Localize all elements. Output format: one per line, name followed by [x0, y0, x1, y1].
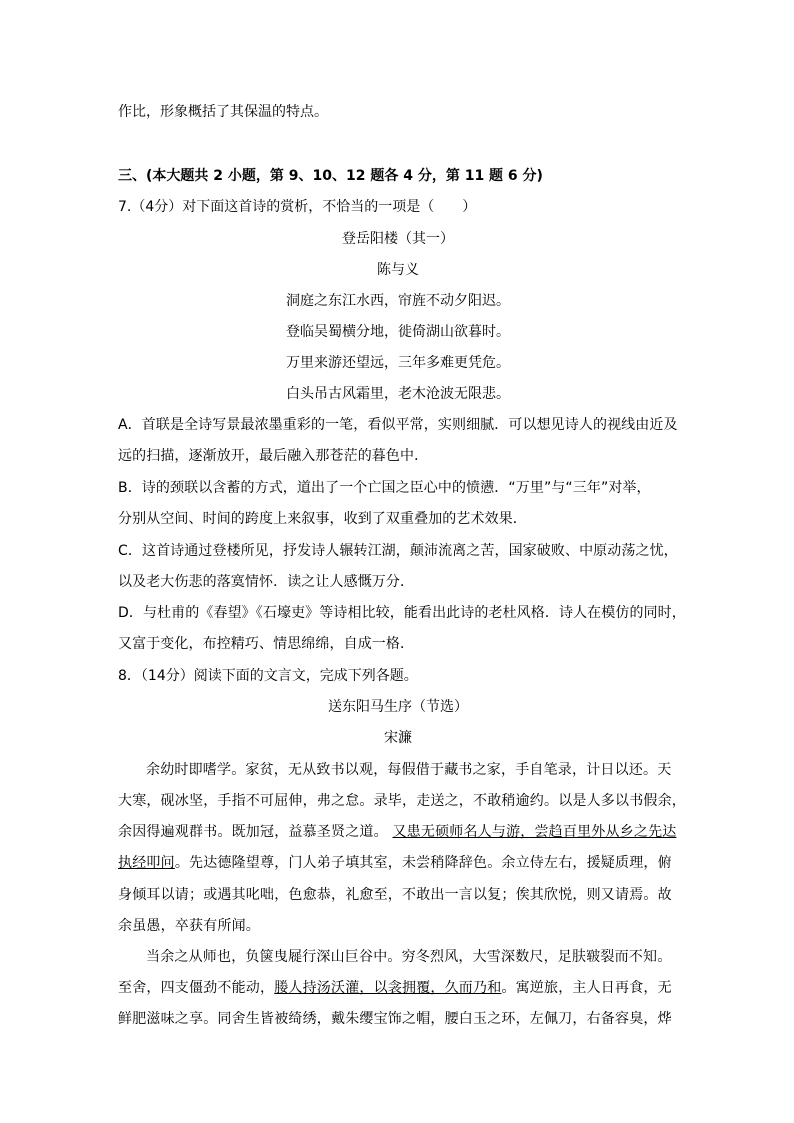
passage-line: 身倾耳以请；或遇其叱咄，色愈恭，礼愈至，不敢出一言以复；俟其欣悦，则又请焉。故 [118, 887, 672, 903]
passage-line: 大寒，砚冰坚，手指不可屈伸，弗之怠。录毕，走送之，不敢稍逾约。以是人多以书假余， [118, 793, 686, 809]
underlined-sentence-1b: 执经叩问 [118, 855, 175, 871]
underlined-sentence-2: 媵人持汤沃灌，以衾拥覆，久而乃和 [274, 980, 502, 996]
passage-line: 当余之从师也，负箧曳屣行深山巨谷中。穷冬烈风，大雪深数尺，足肤皲裂而不知。 [146, 949, 672, 965]
poem-line-1: 洞庭之东江水西，帘旌不动夕阳迟。 [286, 293, 510, 309]
section-heading: 三、(本大题共 2 小题，第 9、10、12 题各 4 分，第 11 题 6 分) [118, 168, 543, 184]
option-c-line-1: C．这首诗通过登楼所见，抒发诗人辗转江湖，颠沛流离之苦，国家破败、中原动荡之忧， [118, 543, 678, 559]
passage-text: 至舍，四支僵劲不能动， [118, 980, 275, 996]
question-8-stem: 8．（14分）阅读下面的文言文，完成下列各题。 [118, 668, 418, 684]
question-7-stem: 7.（4分）对下面这首诗的赏析，不恰当的一项是（ ） [118, 199, 477, 215]
option-b-line-2: 分别从空间、时间的跨度上来叙事，收到了双重叠加的艺术效果． [118, 511, 527, 527]
underlined-sentence-1a: 又患无硕师名人与游，尝趋百里外从乡之先达 [392, 824, 677, 840]
passage-text: 。寓逆旅，主人日再食，无 [501, 980, 672, 996]
poem-title: 登岳阳楼（其一） [342, 231, 454, 247]
option-a-line-2: 远的扫描，逐渐放开，最后融入那苍茫的暮色中． [118, 448, 429, 464]
essay-author: 宋濂 [384, 730, 412, 746]
poem-line-4: 白头吊古风霜里，老木沧波无限悲。 [286, 386, 510, 402]
option-c-line-2: 以及老大伤悲的落寞情怀．读之让人感慨万分． [118, 574, 415, 590]
option-d-line-2: 又富于变化，布控精巧、情思绵绵，自成一格． [118, 636, 415, 652]
passage-line: 鲜肥滋味之享。同舍生皆被绮绣，戴朱缨宝饰之帽，腰白玉之环，左佩刀，右备容臭，烨 [118, 1011, 672, 1027]
passage-line: 余幼时即嗜学。家贫，无从致书以观，每假借于藏书之家，手自笔录，计日以还。天 [146, 762, 672, 778]
option-d-line-1: D．与杜甫的《春望》《石壕吏》等诗相比较，能看出此诗的老杜风格．诗人在模仿的同时， [118, 605, 686, 621]
poem-author: 陈与义 [377, 262, 419, 278]
passage-line [118, 853, 678, 873]
essay-title: 送东阳马生序（节选） [328, 699, 468, 715]
passage-line [118, 978, 678, 998]
option-b-line-1: B．诗的颈联以含蓄的方式，道出了一个亡国之臣心中的愤懑．“万里”与“三年”对举， [118, 480, 651, 496]
passage-text: 余因得遍观群书。既加冠，益慕圣贤之道。 [118, 824, 388, 840]
passage-line: 余虽愚，卒获有所闻。 [118, 918, 260, 934]
poem-line-2: 登临吴蜀横分地，徙倚湖山欲暮时。 [286, 324, 510, 340]
option-a-line-1: A．首联是全诗写景最浓墨重彩的一笔，看似平常，实则细腻．可以想见诗人的视线由近及 [118, 417, 678, 433]
carryover-text: 作比，形象概括了其保温的特点。 [118, 104, 328, 120]
poem-line-3: 万里来游还望远，三年多难更凭危。 [286, 355, 510, 371]
passage-text: 。先达德隆望尊，门人弟子填其室，未尝稍降辞色。余立侍左右，援疑质理，俯 [174, 855, 672, 871]
passage-line [118, 822, 678, 842]
